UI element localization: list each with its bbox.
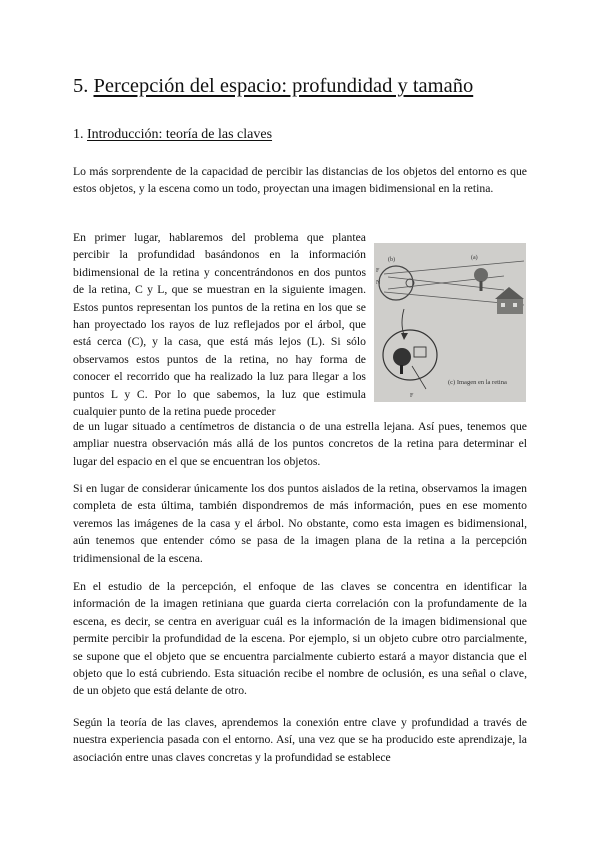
section-number: 5. [73, 75, 89, 97]
paragraph-cue-theory: Según la teoría de las claves, aprendemos la conexión entre clave y profundidad a través de nuestra experiencia pasada con el entorno. Así, una vez que se ha producido este aprendizaje, la asociación entre unas claves concretas y la profundidad se establece [73, 716, 527, 764]
paragraph-cue-approach: En el estudio de la percepción, el enfoque de las claves se concentra en identificar la información de la imagen retiniana que guarda cierta correlación con la profundamente de la escena, es decir, se centra en averiguar cuál es la información de la imagen bidimensional que permite percibir la profundidad de la escena. Por ejemplo, si un objeto cubre otro parcialmente, se supone que el objeto que se encuentra parcialmente cubierto estará a mayor distancia que el objeto que lo está cubriendo. Esta situación recibe el nombre de oclusión, es una señal o clave, de un objeto que está delante de otro. [73, 580, 527, 698]
paragraph-retina-points-continued: de un lugar situado a centímetros de distancia o de una estrella lejana. Así pues, tenemos que ampliar nuestra observación más allá de los puntos concretos de la retina para determinar el lugar del espacio en el que se encuentran los objetos. [73, 420, 527, 468]
tree-icon [474, 268, 488, 282]
paragraph-retina-points: En primer lugar, hablaremos del problema que plantea percibir la profundidad basándonos en la información bidimensional de la retina y concentrándonos en dos puntos de la retina, C y L, que se muestran en la siguiente imagen. Estos puntos representan los puntos de la retina en los que se han proyectado los rayos de luz reflejados por el árbol, que está cerca (C), y la casa, que está más lejos (L). Si sólo observamos estos puntos de la retina, no hay forma de conocer el recorrido que ha realizado la luz para llegar a los puntos L y C. Por lo que sabemos, la luz que estimula cualquier punto de la retina puede proceder [73, 231, 366, 419]
paragraph-intro: Lo más sorprendente de la capacidad de percibir las distancias de los objetos del entorno es que estos objetos, y la escena como un todo, proyectan una imagen bidimensional en la retina. [73, 165, 527, 196]
subsection-number: 1. [73, 127, 84, 142]
retina-depth-figure [374, 243, 526, 402]
section-title [73, 75, 473, 98]
subsection-title-text: Introducción: teoría de las claves [87, 127, 273, 142]
figure-label-n: N [376, 280, 381, 286]
section-title-text: Percepción del espacio: profundidad y tamaño [93, 75, 474, 97]
figure-label-b: (b) [388, 257, 395, 263]
figure-caption: (c) Imagen en la retina [448, 379, 507, 386]
figure-label-a: (a) [471, 255, 478, 261]
paragraph-full-image: Si en lugar de considerar únicamente los dos puntos aislados de la retina, observamos la imagen completa de esta última, también dispondremos de más información, pues en ese momento veremos las imágenes de la casa y el árbol. No obstante, como esta imagen es bidimensional, aún tenemos que entender cómo se pasa de la imagen plana de la retina a la percepción tridimensional de la escena. [73, 482, 527, 565]
figure-label-f: F [376, 268, 380, 274]
figure-label-f2: F [410, 393, 414, 399]
subsection-title [73, 127, 272, 143]
